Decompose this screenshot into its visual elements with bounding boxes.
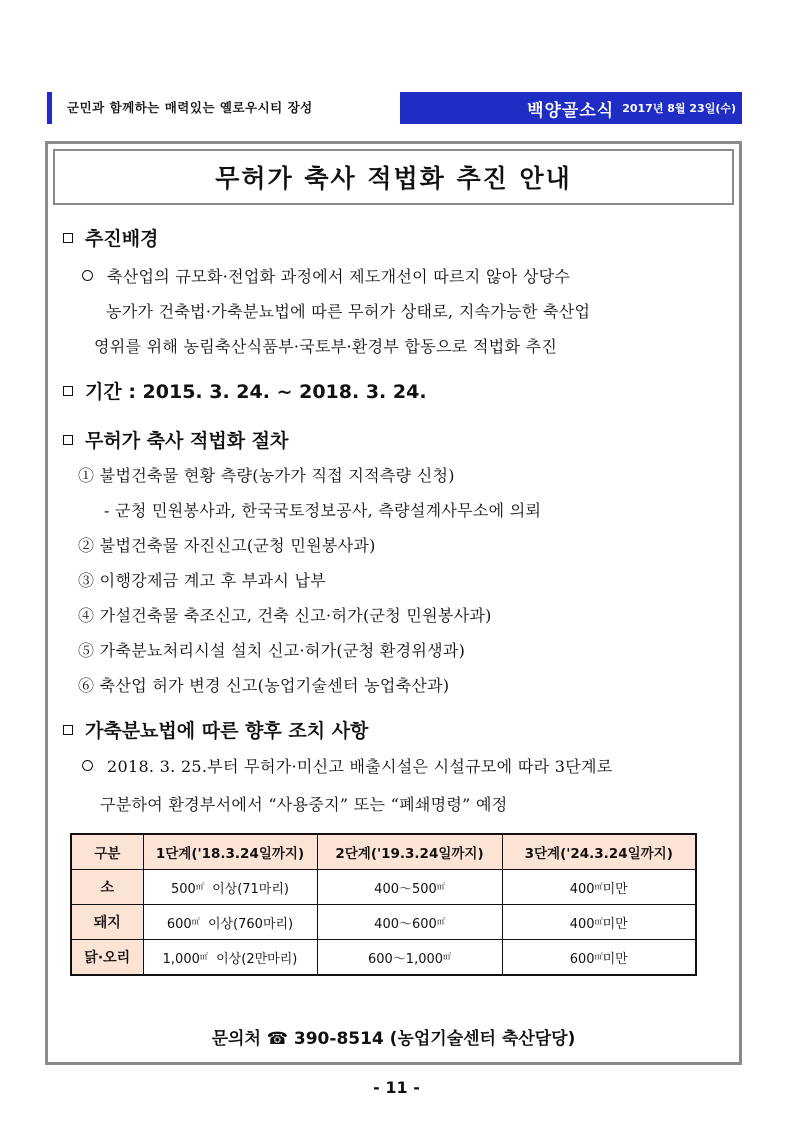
background-line-2: 농가가 건축법·가축분뇨법에 따른 무허가 상태로, 지속가능한 축산업: [106, 302, 591, 321]
row-label: 닭·오리: [71, 940, 143, 976]
square-bullet-icon: [63, 386, 73, 396]
procedure-step-4: ④ 가설건축물 축조신고, 건축 신고·허가(군청 민원봉사과): [78, 606, 492, 625]
section-heading-background: [63, 224, 158, 251]
table-header-cell: 1단계('18.3.24일까지): [143, 834, 317, 870]
table-cell: 600㎡ 이상(760마리): [143, 905, 317, 940]
section-heading-period: [63, 377, 427, 404]
circle-bullet-icon: [82, 760, 93, 771]
square-bullet-icon: [63, 725, 73, 735]
section-heading-text: 가축분뇨법에 따른 향후 조치 사항: [85, 720, 369, 742]
future-line-1: 2018. 3. 25.부터 무허가·미신고 배출시설은 시설규모에 따라 3단계로: [82, 754, 612, 777]
table-cell: 400㎡미만: [502, 870, 696, 905]
square-bullet-icon: [63, 435, 73, 445]
header-accent-bar: [47, 92, 52, 124]
header-title-box: [400, 92, 742, 124]
circle-bullet-icon: [82, 270, 93, 281]
page-header: [47, 92, 742, 124]
section-heading-future: [63, 716, 368, 743]
table-cell: 500㎡ 이상(71마리): [143, 870, 317, 905]
emission-facility-table: [70, 833, 697, 976]
contact-info: 문의처 ☎ 390-8514 (농업기술센터 축산담당): [211, 1029, 576, 1049]
header-slogan: 군민과 함께하는 매력있는 옐로우시티 장성: [67, 100, 313, 115]
table-row: [71, 940, 696, 976]
table-cell: 1,000㎡ 이상(2만마리): [143, 940, 317, 976]
page-number: - 11 -: [373, 1078, 420, 1097]
table-header-cell: 3단계('24.3.24일까지): [502, 834, 696, 870]
table-header-row: [71, 834, 696, 870]
page-title: 무허가 축사 적법화 추진 안내: [215, 164, 572, 193]
section-heading-text: 추진배경: [85, 228, 159, 250]
procedure-step-6: ⑥ 축산업 허가 변경 신고(농업기술센터 농업축산과): [78, 676, 450, 695]
title-box: [53, 149, 734, 205]
section-heading-text: 무허가 축사 적법화 절차: [85, 430, 289, 452]
issue-date: 2017년 8월 23일(수): [622, 102, 736, 115]
future-line-2: 구분하여 환경부서에서 “사용중지” 또는 “폐쇄명령” 예정: [100, 795, 508, 814]
table-cell: 600㎡미만: [502, 940, 696, 976]
table-row: [71, 870, 696, 905]
row-label: 소: [71, 870, 143, 905]
table-cell: 400～500㎡: [317, 870, 502, 905]
table-header-cell: 2단계('19.3.24일까지): [317, 834, 502, 870]
table-cell: 600～1,000㎡: [317, 940, 502, 976]
newsletter-name: 백양골소식: [527, 100, 615, 121]
content-frame: [45, 141, 742, 1065]
section-heading-text: 기간 : 2015. 3. 24. ~ 2018. 3. 24.: [85, 381, 427, 403]
table-cell: 400㎡미만: [502, 905, 696, 940]
procedure-step-1-note: - 군청 민원봉사과, 한국국토정보공사, 측량설계사무소에 의뢰: [104, 501, 542, 520]
section-heading-procedure: [63, 426, 288, 453]
procedure-step-5: ⑤ 가축분뇨처리시설 설치 신고·허가(군청 환경위생과): [78, 641, 466, 660]
row-label: 돼지: [71, 905, 143, 940]
procedure-step-3: ③ 이행강제금 계고 후 부과시 납부: [78, 571, 327, 590]
table-row: [71, 905, 696, 940]
background-line-1: 축산업의 규모화·전업화 과정에서 제도개선이 따르지 않아 상당수: [82, 264, 570, 287]
procedure-step-1: ① 불법건축물 현황 측량(농가가 직접 지적측량 신청): [78, 466, 455, 485]
background-line-3: 영위를 위해 농림축산식품부·국토부·환경부 합동으로 적법화 추진: [94, 337, 558, 356]
table-cell: 400～600㎡: [317, 905, 502, 940]
table-header-cell: 구분: [71, 834, 143, 870]
procedure-step-2: ② 불법건축물 자진신고(군청 민원봉사과): [78, 536, 376, 555]
square-bullet-icon: [63, 233, 73, 243]
